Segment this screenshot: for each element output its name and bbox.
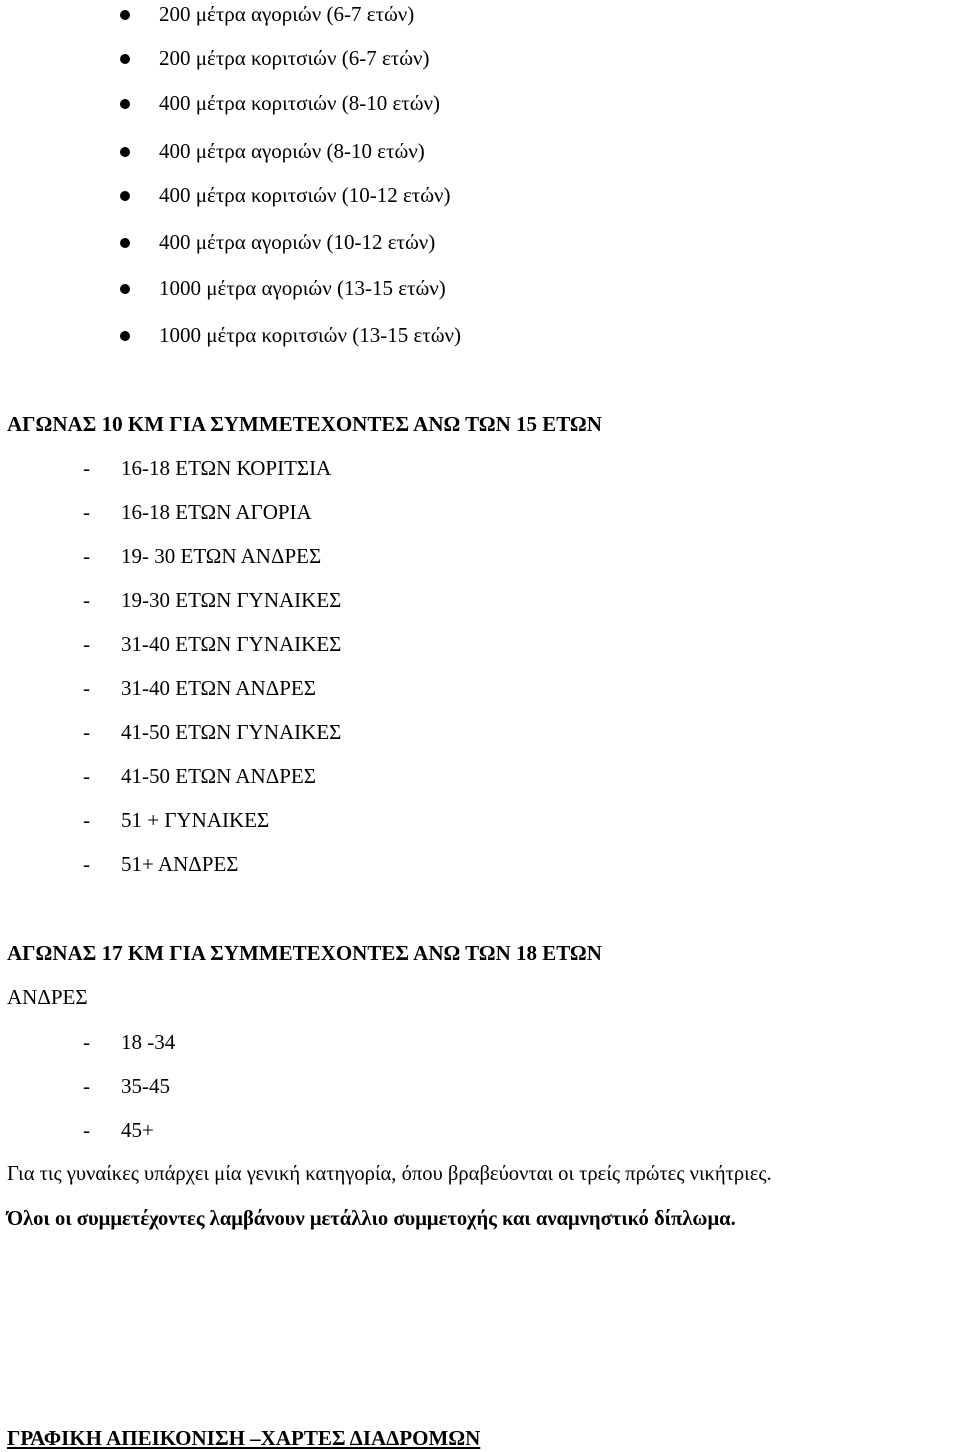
- bullet-icon: [120, 10, 130, 20]
- dash-marker: -: [83, 1030, 90, 1054]
- race-10k-heading: ΑΓΩΝΑΣ 10 ΚΜ ΓΙΑ ΣΥΜΜΕΤΕΧΟΝΤΕΣ ΑΝΩ ΤΩΝ 15 ΕΤΩΝ: [7, 412, 602, 436]
- dash-marker: -: [83, 500, 90, 524]
- bullet-icon: [120, 191, 130, 201]
- women-note: Για τις γυναίκες υπάρχει μία γενική κατηγορία, όπου βραβεύονται οι τρείς πρώτες νικήτριες.: [7, 1163, 772, 1185]
- list-item-text: 200 μέτρα αγοριών (6-7 ετών): [159, 2, 415, 26]
- dash-marker: -: [83, 1074, 90, 1098]
- dash-marker: -: [83, 456, 90, 480]
- dash-marker: -: [83, 764, 90, 788]
- list-item-text: 400 μέτρα αγοριών (8-10 ετών): [159, 139, 425, 163]
- dash-marker: -: [83, 720, 90, 744]
- race-17k-heading: ΑΓΩΝΑΣ 17 ΚΜ ΓΙΑ ΣΥΜΜΕΤΕΧΟΝΤΕΣ ΑΝΩ ΤΩΝ 18 ΕΤΩΝ: [7, 941, 602, 965]
- list-item-text: 16-18 ΕΤΩΝ ΑΓΟΡΙΑ: [121, 500, 312, 524]
- list-item-text: 200 μέτρα κοριτσιών (6-7 ετών): [159, 46, 430, 70]
- list-item-text: 51 + ΓΥΝΑΙΚΕΣ: [121, 808, 270, 832]
- bullet-icon: [120, 331, 130, 341]
- list-item-text: 18 -34: [121, 1030, 176, 1054]
- list-item-text: 51+ ΑΝΔΡΕΣ: [121, 852, 239, 876]
- list-item-text: 35-45: [121, 1074, 170, 1098]
- list-item-text: 19-30 ΕΤΩΝ ΓΥΝΑΙΚΕΣ: [121, 588, 342, 612]
- list-item-text: 41-50 ΕΤΩΝ ΑΝΔΡΕΣ: [121, 764, 316, 788]
- list-item-text: 1000 μέτρα αγοριών (13-15 ετών): [159, 276, 446, 300]
- bullet-icon: [120, 147, 130, 157]
- dash-marker: -: [83, 852, 90, 876]
- list-item-text: 31-40 ΕΤΩΝ ΑΝΔΡΕΣ: [121, 676, 316, 700]
- dash-marker: -: [83, 676, 90, 700]
- bullet-icon: [120, 238, 130, 248]
- list-item-text: 400 μέτρα κοριτσιών (10-12 ετών): [159, 183, 451, 207]
- dash-marker: -: [83, 544, 90, 568]
- list-item-text: 1000 μέτρα κοριτσιών (13-15 ετών): [159, 323, 462, 347]
- race-17k-subheading: ΑΝΔΡΕΣ: [7, 985, 88, 1009]
- list-item-text: 41-50 ΕΤΩΝ ΓΥΝΑΙΚΕΣ: [121, 720, 342, 744]
- list-item-text: 16-18 ΕΤΩΝ ΚΟΡΙΤΣΙΑ: [121, 456, 332, 480]
- dash-marker: -: [83, 808, 90, 832]
- dash-marker: -: [83, 1118, 90, 1142]
- section-title: ΓΡΑΦΙΚΗ ΑΠΕΙΚΟΝΙΣΗ –ΧΑΡΤΕΣ ΔΙΑΔΡΟΜΩΝ: [7, 1426, 481, 1450]
- bullet-icon: [120, 54, 130, 64]
- list-item-text: 31-40 ΕΤΩΝ ΓΥΝΑΙΚΕΣ: [121, 632, 342, 656]
- list-item-text: 400 μέτρα κοριτσιών (8-10 ετών): [159, 91, 441, 115]
- bullet-icon: [120, 99, 130, 109]
- dash-marker: -: [83, 588, 90, 612]
- dash-marker: -: [83, 632, 90, 656]
- bullet-icon: [120, 284, 130, 294]
- list-item-text: 400 μέτρα αγοριών (10-12 ετών): [159, 230, 436, 254]
- participants-note: Όλοι οι συμμετέχοντες λαμβάνουν μετάλλιο συμμετοχής και αναμνηστικό δίπλωμα.: [7, 1208, 736, 1230]
- list-item-text: 19- 30 ΕΤΩΝ ΑΝΔΡΕΣ: [121, 544, 322, 568]
- list-item-text: 45+: [121, 1118, 154, 1142]
